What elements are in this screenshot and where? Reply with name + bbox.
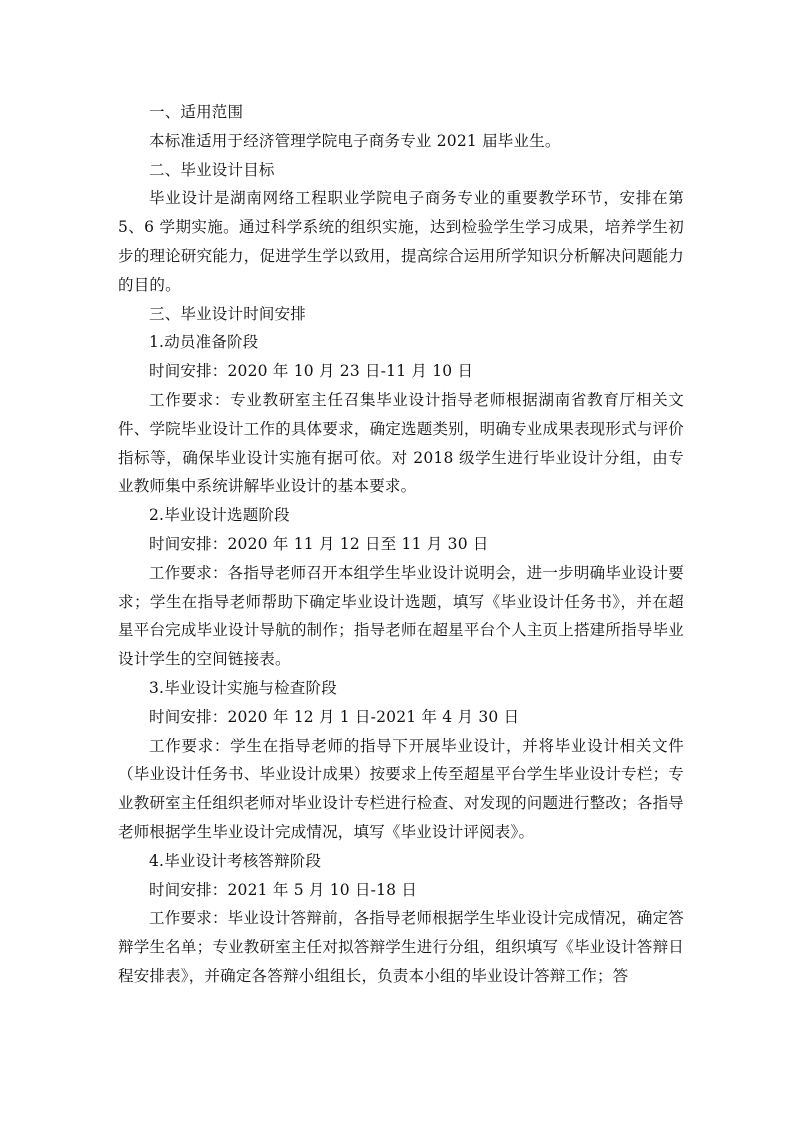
stage-3-heading: 3.毕业设计实施与检查阶段 — [149, 678, 337, 697]
section-heading-scope: 一、适用范围 — [149, 103, 244, 121]
section-heading-schedule: 三、毕业设计时间安排 — [149, 304, 307, 323]
stage-4-heading: 4.毕业设计考核答辩阶段 — [149, 851, 322, 870]
stage-4-time: 时间安排：2021 年 5 月 10 日-18 日 — [149, 880, 418, 899]
stage-2-heading: 2.毕业设计选题阶段 — [149, 506, 290, 525]
section-heading-goals: 二、毕业设计目标 — [149, 160, 275, 179]
stage-1-time: 时间安排：2020 年 10 月 23 日-11 月 10 日 — [149, 362, 474, 381]
scope-text: 本标准适用于经济管理学院电子商务专业 2021 届毕业生。 — [149, 131, 561, 150]
goals-text: 毕业设计是湖南网络工程职业学院电子商务专业的重要教学环节，安排在第 5、6 学期实施。通过科学系统的组织实施，达到检验学生学习成果，培养学生初步的理论研究能力，促进学生学以致用，提高综合运用所学知识分析解决问题能力的目的。 — [118, 189, 684, 294]
stage-2-time: 时间安排：2020 年 11 月 12 日至 11 月 30 日 — [149, 534, 489, 553]
stage-3-time: 时间安排：2020 年 12 月 1 日-2021 年 4 月 30 日 — [149, 707, 520, 726]
stage-1-heading: 1.动员准备阶段 — [149, 333, 259, 352]
document-body — [118, 98, 684, 991]
stage-4-requirements: 工作要求：毕业设计答辩前，各指导老师根据学生毕业设计完成情况，确定答辩学生名单；专业教研室主任对拟答辩学生进行分组，组织填写《毕业设计答辩日程安排表》，并确定各答辩小组组长，负责本小组的毕业设计答辩工作；答 — [118, 909, 684, 985]
stage-3-requirements: 工作要求：学生在指导老师的指导下开展毕业设计，并将毕业设计相关文件（毕业设计任务书、毕业设计成果）按要求上传至超星平台学生毕业设计专栏；专业教研室主任组织老师对毕业设计专栏进行检查、对发现的问题进行整改；各指导老师根据学生毕业设计完成情况，填写《毕业设计评阅表》。 — [118, 736, 684, 841]
stage-1-requirements: 工作要求：专业教研室主任召集毕业设计指导老师根据湖南省教育厅相关文件、学院毕业设计工作的具体要求，确定选题类别，明确专业成果表现形式与评价指标等，确保毕业设计实施有据可依。对 2018 级学生进行毕业设计分组，由专业教师集中系统讲解毕业设计的基本要求。 — [118, 390, 684, 496]
stage-2-requirements: 工作要求：各指导老师召开本组学生毕业设计说明会，进一步明确毕业设计要求；学生在指导老师帮助下确定毕业设计选题，填写《毕业设计任务书》，并在超星平台完成毕业设计导航的制作；指导老师在超星平台个人主页上搭建所指导毕业设计学生的空间链接表。 — [118, 563, 684, 669]
